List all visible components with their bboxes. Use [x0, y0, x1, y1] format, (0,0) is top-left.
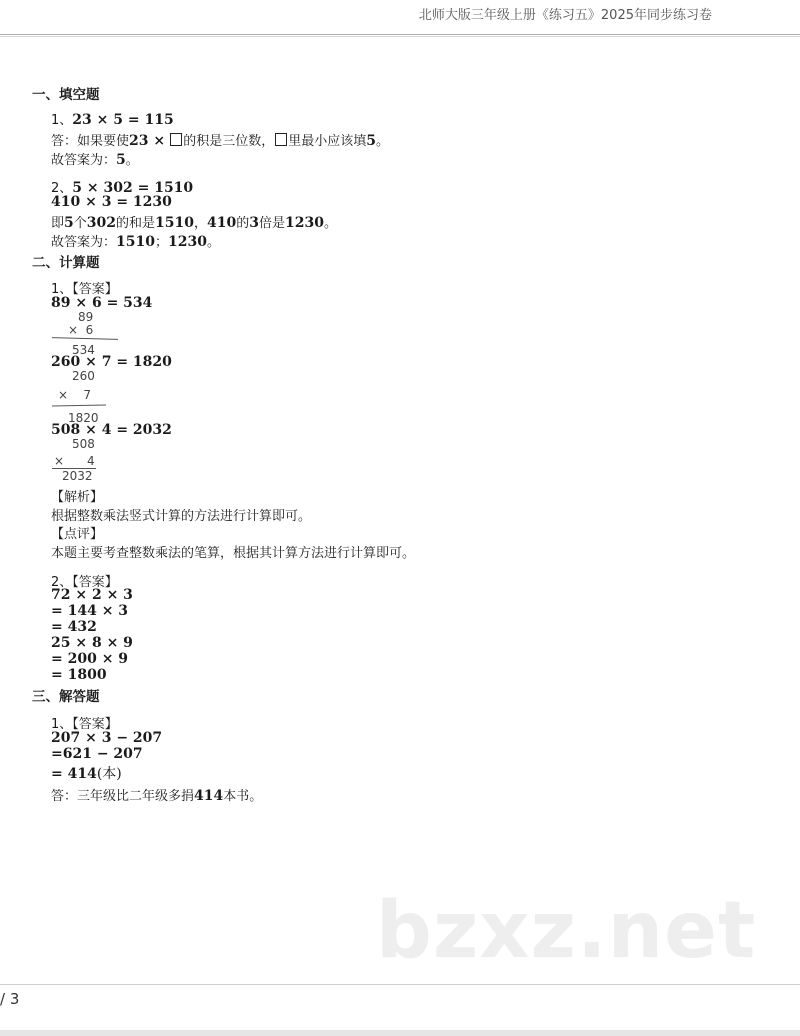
document-title: 北师大版三年级上册《练习五》2025年同步练习卷	[418, 8, 712, 23]
q2-final-period: 。	[206, 235, 220, 250]
q1-ans-text2: 的积是三位数，	[183, 134, 275, 149]
q2-expl-num: 3	[249, 215, 260, 231]
q2-expl-text: 即	[51, 216, 65, 231]
q1-ans-value: 5	[366, 133, 377, 149]
calc2-line2	[51, 603, 128, 619]
q2-eq2: 410 × 3 = 1230	[51, 194, 172, 210]
q1-ans-text: 答：如果要使	[51, 134, 130, 149]
calc2-step: = 144 × 3	[51, 603, 129, 619]
page-indicator: / 3	[0, 990, 20, 1008]
q2-expl-num: 1510	[155, 215, 194, 231]
calc2-line6	[51, 667, 107, 683]
vertical-multiplier: × 4	[54, 454, 95, 468]
solve1-header: 1、【答案】	[51, 717, 118, 732]
section-title-calculation: 二、计算题	[32, 255, 100, 271]
q1-ans-math: 23 ×	[129, 133, 166, 149]
q1-final-period: 。	[125, 153, 139, 168]
calc2-step: = 200 × 9	[51, 651, 129, 667]
calc1-header: 1、【答案】	[51, 282, 118, 297]
q2-expl-num: 302	[86, 215, 117, 231]
solve1-line3	[51, 763, 122, 783]
q2-explanation	[51, 212, 337, 231]
solve1-step: = 414	[51, 766, 97, 782]
q2-expl-num: 1230	[285, 215, 324, 231]
q2-expl-text: 倍是	[259, 216, 286, 231]
q2-expl-num: 410	[207, 215, 237, 231]
q2-final-value: 1230	[168, 234, 207, 250]
calc1-eq2	[51, 354, 172, 370]
comment-text: 本题主要考查整数乘法的笔算，根据其计算方法进行计算即可。	[51, 546, 416, 561]
section-title-fill-blank: 一、填空题	[32, 87, 100, 103]
analysis-text: 根据整数乘法竖式计算的方法进行计算即可。	[51, 509, 312, 524]
q1-final-value: 5	[116, 152, 126, 168]
q2-final	[51, 231, 220, 250]
calc2-line4	[51, 635, 133, 651]
calc2-line1	[51, 587, 133, 603]
q2-final-value: 1510	[116, 234, 155, 250]
solve1-unit: (本)	[96, 766, 122, 782]
vertical-top: 260	[72, 369, 95, 383]
vertical-multiplier: × 7	[58, 388, 91, 402]
q1-equation	[51, 109, 174, 128]
calc1-eq1-text: 89 × 6 = 534	[51, 295, 153, 311]
solve1-line2	[51, 746, 143, 762]
q1-eq: 23 × 5 = 115	[72, 112, 174, 128]
solve1-line1	[51, 730, 162, 746]
calc2-header: 2、【答案】	[51, 575, 118, 590]
vertical-top: 508	[72, 437, 95, 451]
footer-divider	[0, 984, 800, 985]
blank-box	[170, 133, 182, 146]
calc1-eq2-text: 260 × 7 = 1820	[51, 354, 172, 370]
solve1-answer	[51, 785, 262, 804]
q1-ans-text3: 里最小应该填	[288, 134, 367, 149]
solve1-step: 207 × 3 − 207	[51, 730, 163, 746]
q2-expl-text: 个	[73, 216, 87, 231]
vertical-multiplier: × 6	[68, 323, 94, 337]
section-title-word-problems: 三、解答题	[32, 689, 100, 705]
calc1-eq3-text: 508 × 4 = 2032	[51, 422, 172, 438]
blank-box	[275, 133, 287, 146]
vertical-result: 2032	[62, 469, 93, 483]
q2-expl-num: 5	[64, 215, 74, 231]
header-divider	[0, 34, 800, 37]
q2-expl-text: 的	[236, 216, 250, 231]
q2-final-label: 故答案为：	[51, 235, 117, 250]
q1-final	[51, 149, 139, 168]
calc2-line3	[51, 619, 97, 635]
vertical-line	[52, 337, 118, 340]
q2-expl-text: ，	[194, 216, 208, 231]
q1-final-label: 故答案为：	[51, 153, 117, 168]
calc2-step: 25 × 8 × 9	[51, 635, 133, 651]
comment-label: 【点评】	[51, 527, 104, 542]
q2-expl-text: 。	[324, 216, 338, 231]
calc2-line5	[51, 651, 128, 667]
q2-number: 2、	[51, 181, 73, 196]
calc1-eq1	[51, 295, 152, 311]
calc2-step: = 1800	[51, 667, 107, 683]
q2-equation-2	[51, 194, 172, 210]
calc2-step: 72 × 2 × 3	[51, 587, 133, 603]
q2-expl-text: 的和是	[116, 216, 156, 231]
vertical-line	[52, 405, 106, 407]
solve1-ans-value: 414	[194, 788, 224, 804]
q1-ans-period: 。	[376, 134, 390, 149]
vertical-result: 534	[72, 343, 95, 357]
vertical-top: 89	[78, 310, 94, 324]
solve1-step: =621 − 207	[51, 746, 143, 762]
q2-final-sep: ；	[154, 235, 168, 250]
calc2-step: = 432	[51, 619, 97, 635]
watermark: bzxz.net	[376, 886, 757, 976]
calc1-eq3	[51, 422, 172, 438]
bottom-scroll-strip	[0, 1030, 800, 1036]
q2-eq1: 5 × 302 = 1510	[72, 180, 194, 196]
solve1-ans-text: 答：三年级比二年级多捐	[51, 789, 195, 804]
analysis-label: 【解析】	[51, 490, 104, 505]
q1-answer	[51, 130, 389, 149]
q1-number: 1、	[51, 113, 73, 128]
solve1-ans-text2: 本书。	[223, 789, 263, 804]
vertical-result: 1820	[68, 411, 99, 425]
